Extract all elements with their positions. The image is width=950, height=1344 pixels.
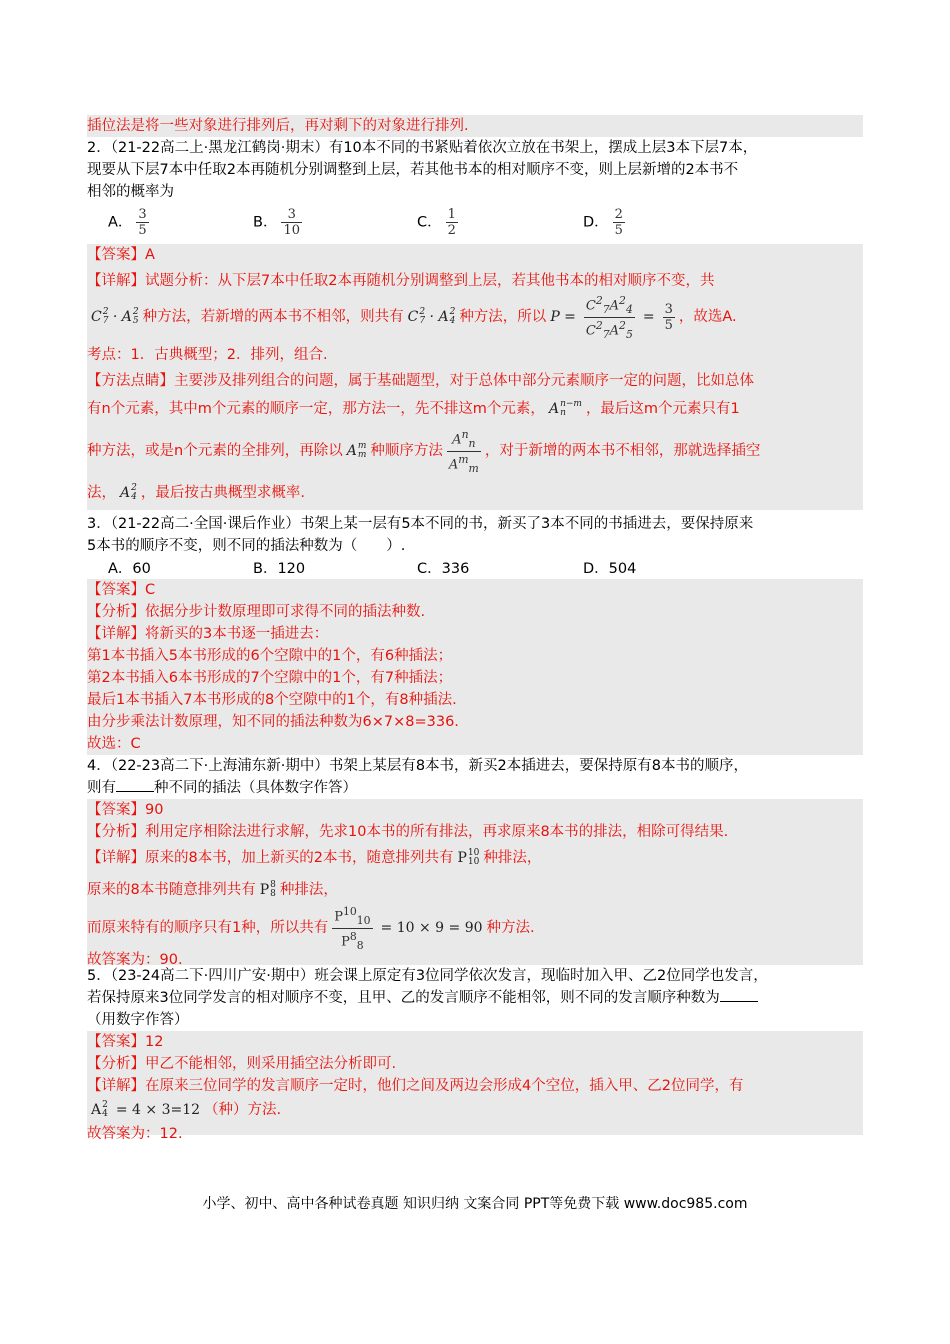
q4-detail-line-1: 【详解】原来的8本书，加上新买的2本书，随意排列共有 P 10 10 种排法， — [87, 848, 542, 867]
q4-final: 故答案为：90. — [87, 952, 183, 968]
q4-analysis: 【分析】利用定序相除法进行求解，先求10本书的所有排法，再求原来8本书的排法，相除可得结果. — [87, 824, 729, 840]
formula-result-fraction: $\frac{3}{5}$ — [664, 301, 673, 333]
formula-q4-equals: = 10 × 9 = 90 — [380, 920, 483, 936]
q4-answer-blank[interactable] — [116, 777, 154, 792]
q2-option-a-fraction: $\frac{3}{5}$ — [138, 207, 147, 238]
q2-kaodian: 考点：1．古典概型；2．排列，组合. — [87, 347, 328, 363]
q3-option-c[interactable]: C．336 — [417, 561, 470, 577]
q3-option-a[interactable]: A．60 — [108, 561, 151, 577]
q4-detail-line-3: 而原来特有的顺序只有1种，所以共有 $\frac{P^{10}_{10}}{P^8_8}$ = 10 × 9 = 90 种方法. — [87, 904, 535, 952]
q5-stem-line-3: （用数字作答） — [87, 1012, 189, 1028]
question-4 — [87, 755, 863, 799]
q2-option-c[interactable] — [417, 207, 462, 238]
q2-stem-line-3: 相邻的概率为 — [87, 184, 174, 200]
question-5 — [87, 965, 863, 1031]
formula-p10-over-p8: $\frac{P^{10}_{10}}{P^8_8}$ — [334, 904, 371, 952]
q3-analysis: 【分析】依据分步计数原理即可求得不同的插法种数. — [87, 604, 426, 620]
q4-stem-line-1: 4．（22-23高二下·上海浦东新·期中）书架上某层有8本书，新买2本插进去，要保持原有8本书的顺序， — [87, 758, 748, 774]
q3-detail-line-3: 第2本书插入6本书形成的7个空隙中的1个，有7种插法； — [87, 670, 453, 686]
q2-option-b[interactable] — [253, 207, 306, 238]
q3-solution — [87, 579, 863, 755]
q3-answer: 【答案】C — [87, 582, 156, 598]
q2-option-a[interactable] — [108, 207, 153, 238]
intro-section — [87, 115, 863, 137]
q2-option-d-label: D． — [583, 214, 609, 231]
q5-answer: 【答案】12 — [87, 1034, 164, 1050]
q3-options — [87, 557, 863, 579]
q2-detail-line-1: 【详解】试题分析：从下层7本中任取2本再随机分别调整到上层，若其他书本的相对顺序不变，共 — [87, 273, 715, 289]
q3-stem-line-2: 5本书的顺序不变，则不同的插法种数为（ ）. — [87, 538, 406, 554]
formula-a42: A 2 4 — [120, 483, 137, 502]
q5-analysis: 【分析】甲乙不能相邻，则采用插空法分析即可. — [87, 1056, 397, 1072]
q2-option-c-fraction: $\frac{1}{2}$ — [447, 207, 456, 238]
formula-p10-10: P 10 10 — [457, 848, 480, 867]
q5-stem-line-2: 若保持原来3位同学发言的相对顺序不变，且甲、乙的发言顺序不能相邻，则不同的发言顺序种数为 — [87, 987, 863, 1009]
q2-method-line-4: 法， A 2 4 ，最后按古典概型求概率. — [87, 483, 305, 502]
q2-method-line-2: 有n个元素，其中m个元素的顺序一定，那方法一，先不排这m个元素， A n−m n ，最后这m个元素只有1 — [87, 399, 740, 418]
q2-solution — [87, 244, 863, 510]
q3-detail-line-1: 【详解】将新买的3本书逐一插进去： — [87, 626, 329, 642]
formula-a-n-nm: A n−m n — [548, 399, 582, 418]
q3-stem-line-1: 3．（21-22高二·全国·课后作业）书架上某一层有5本不同的书，新买了3本不同的书插进去，要保持原来 — [87, 516, 754, 532]
formula-probability-fraction: $\frac{C^2_7A^2_4}{C^2_7A^2_5}$ — [585, 293, 633, 341]
q2-detail-line-2: C 2 7 · A 2 5 种方法，若新增的两本书不相邻，则共有 C 2 7 · A 2 4 种方法，所以 P = $\frac{C^2_7A^2_4}{C^2_7A^2_5}$ = $\frac{3}{5}$ ，故选A. — [91, 293, 737, 341]
q3-option-b[interactable]: B．120 — [253, 561, 306, 577]
q2-method-line-1: 【方法点睛】主要涉及排列组合的问题，属于基础题型，对于总体中部分元素顺序一定的问题，比如总体 — [87, 373, 754, 389]
intro-text: 插位法是将一些对象进行排列后，再对剩下的对象进行排列. — [87, 118, 469, 134]
q2-method-line-3: 种方法，或是n个元素的全排列，再除以 A m m 种顺序方法 $\frac{A^n_n}{A^m_m}$ ，对于新增的两本书不相邻，那就选择插空 — [87, 427, 761, 475]
q2-option-b-fraction: $\frac{3}{10}$ — [283, 207, 300, 238]
q2-option-c-label: C． — [417, 214, 442, 231]
formula-probability: P = — [550, 309, 576, 325]
question-2 — [87, 137, 863, 245]
q2-stem-line-2: 现要从下层7本中任取2本再随机分别调整到上层，若其他书本的相对顺序不变，则上层新增的2本书不 — [87, 162, 739, 178]
q5-answer-blank[interactable] — [720, 987, 758, 1002]
q5-stem-line-1: 5．（23-24高二下·四川广安·期中）班会课上原定有3位同学依次发言，现临时加入甲、乙2位同学也发言， — [87, 968, 768, 984]
q5-detail-line-2: A 2 4 = 4 × 3=12 （种）方法. — [91, 1100, 282, 1119]
q4-detail-line-2: 原来的8本书随意排列共有 P 8 8 种排法， — [87, 880, 338, 899]
q5-detail-line-1: 【详解】在原来三位同学的发言顺序一定时，他们之间及两边会形成4个空位，插入甲、乙2位同学，有 — [87, 1078, 744, 1094]
q5-solution — [87, 1031, 863, 1142]
formula-q5-equals: = 4 × 3=12 — [115, 1102, 201, 1118]
question-3 — [87, 513, 863, 579]
formula-c72-a42: C 2 7 · A 2 4 — [407, 307, 456, 326]
q3-detail-line-4: 最后1本书插入7本书形成的8个空隙中的1个，有8种插法. — [87, 692, 457, 708]
q4-stem-line-2: 则有 种不同的插法（具体数字作答） — [87, 777, 863, 799]
q2-stem-line-1: 2．（21-22高二上·黑龙江鹤岗·期末）有10本不同的书紧贴着依次立放在书架上，摆成上层3本下层7本， — [87, 140, 758, 156]
q4-solution — [87, 799, 863, 968]
q3-option-d[interactable]: D．504 — [583, 561, 637, 577]
q3-detail-line-5: 由分步乘法计数原理，知不同的插法种数为6×7×8=336. — [87, 714, 459, 730]
q2-option-b-label: B． — [253, 214, 278, 231]
formula-a-m-m: A m m — [346, 441, 367, 460]
q2-option-d-fraction: $\frac{2}{5}$ — [614, 207, 623, 238]
q2-option-d[interactable] — [583, 207, 629, 238]
q3-final: 故选：C — [87, 736, 141, 752]
q2-options — [87, 203, 863, 245]
q5-final: 故答案为：12. — [87, 1126, 183, 1142]
formula-p8-8: P 8 8 — [259, 880, 276, 899]
q2-option-a-label: A． — [108, 214, 133, 231]
formula-ann-over-amm: $\frac{A^n_n}{A^m_m}$ — [448, 427, 479, 475]
formula-a42-q5: A 2 4 — [91, 1100, 108, 1119]
q4-answer: 【答案】90 — [87, 802, 164, 818]
formula-c72-a52: C 2 7 · A 2 5 — [91, 307, 139, 326]
page-footer: 小学、初中、高中各种试卷真题 知识归纳 文案合同 PPT等免费下载 www.doc985.com — [202, 1196, 748, 1212]
q3-detail-line-2: 第1本书插入5本书形成的6个空隙中的1个，有6种插法； — [87, 648, 453, 664]
q2-answer: 【答案】A — [87, 247, 155, 263]
